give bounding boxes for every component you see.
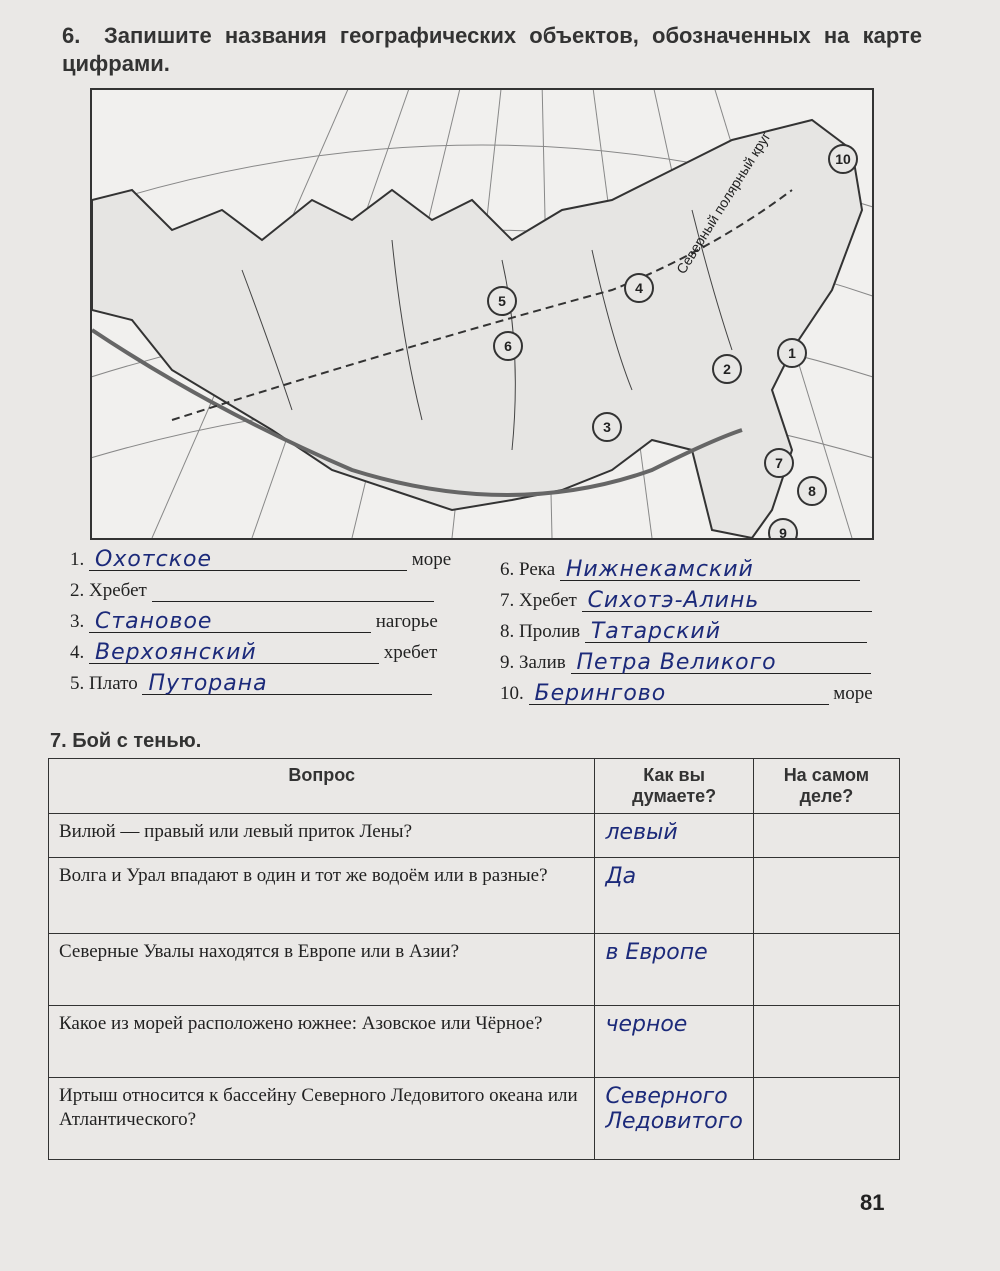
answer-number: 2. [70,580,85,601]
table-row [49,1078,900,1160]
answer-number: 9. [500,652,515,673]
guess-cell[interactable]: левый [595,814,753,858]
answer-prefix: Хребет [519,590,577,611]
answer-suffix: море [411,549,452,570]
answer-number: 5. [70,673,85,694]
answer-row-2 [70,579,434,602]
answer-field-1[interactable] [89,548,407,571]
answer-number: 10. [500,683,524,704]
map-marker-10: 10 [828,144,858,174]
handwritten-answer: Сихотэ-Алинь [587,588,760,613]
handwritten-answer: Берингово [534,681,667,706]
russia-map [90,88,874,540]
header-question: Вопрос [49,759,595,814]
actual-cell[interactable] [753,858,899,934]
questions-table [48,758,900,1160]
question-cell: Иртыш относится к бассейну Северного Ледовитого океана или Атлантического? [49,1078,595,1160]
table-row [49,934,900,1006]
handwritten-answer: Верхоянский [95,640,257,665]
guess-cell[interactable]: в Европе [595,934,753,1006]
guess-cell[interactable]: Северного Ледовитого [595,1078,753,1160]
actual-cell[interactable] [753,1006,899,1078]
answer-prefix: Плато [89,673,138,694]
handwritten-answer: Путорана [148,671,268,696]
task7-title: Бой с тенью. [72,730,202,752]
handwritten-answer: Становое [95,609,213,634]
answer-suffix: хребет [383,642,438,663]
handwritten-answer: Петра Великого [576,650,777,675]
table-row [49,858,900,934]
map-marker-3: 3 [592,412,622,442]
answer-row-4 [70,641,437,664]
map-marker-9: 9 [768,518,798,540]
answer-prefix: Река [519,559,556,580]
answer-number: 4. [70,642,85,663]
actual-cell[interactable] [753,814,899,858]
handwritten-answer: Нижнекамский [565,557,754,582]
answer-row-5 [70,672,432,695]
answer-field-3[interactable] [89,610,371,633]
map-marker-1: 1 [777,338,807,368]
question-cell: Северные Увалы находятся в Европе или в Азии? [49,934,595,1006]
page-number: 81 [860,1190,885,1215]
map-marker-4: 4 [624,273,654,303]
answer-field-8[interactable] [585,620,867,643]
task7-heading [50,730,201,753]
table-header-row [49,759,900,814]
handwritten-answer: Татарский [590,619,722,644]
task6-number: 6. [62,23,81,48]
actual-cell[interactable] [753,1078,899,1160]
answer-field-6[interactable] [560,558,860,581]
answer-prefix: Залив [519,652,566,673]
table-row [49,814,900,858]
arctic-circle-label: Северный полярный круг [672,128,774,277]
answer-row-9 [500,651,871,674]
answer-row-7 [500,589,872,612]
answer-field-4[interactable] [89,641,379,664]
map-marker-8: 8 [797,476,827,506]
answer-field-7[interactable] [582,589,872,612]
answer-row-10 [500,682,873,705]
table-row [49,1006,900,1078]
map-marker-2: 2 [712,354,742,384]
map-marker-5: 5 [487,286,517,316]
answer-suffix: море [833,683,873,704]
answer-row-1 [70,548,451,571]
answer-field-9[interactable] [571,651,871,674]
header-guess: Как вы думаете? [595,759,753,814]
answer-row-3 [70,610,438,633]
answer-suffix: нагорье [375,611,438,632]
map-marker-6: 6 [493,331,523,361]
answer-number: 6. [500,559,515,580]
map-drawing [92,90,872,538]
task6-title: Запишите названия географических объектов, обозначенных на карте цифрами. [62,23,922,76]
guess-cell[interactable]: черное [595,1006,753,1078]
answer-field-5[interactable] [142,672,432,695]
map-marker-7: 7 [764,448,794,478]
answer-number: 7. [500,590,515,611]
answer-field-2[interactable] [152,579,434,602]
header-actual: На самом деле? [753,759,899,814]
answer-number: 3. [70,611,85,632]
question-cell: Какое из морей расположено южнее: Азовское или Чёрное? [49,1006,595,1078]
answer-row-6 [500,558,860,581]
answer-number: 1. [70,549,85,570]
answer-field-10[interactable] [529,682,829,705]
task6-heading [62,22,922,78]
answer-number: 8. [500,621,515,642]
actual-cell[interactable] [753,934,899,1006]
answer-row-8 [500,620,867,643]
question-cell: Волга и Урал впадают в один и тот же водоём или в разные? [49,858,595,934]
guess-cell[interactable]: Да [595,858,753,934]
task7-number: 7. [50,730,67,752]
answer-prefix: Хребет [89,580,147,601]
answer-prefix: Пролив [519,621,581,642]
question-cell: Вилюй — правый или левый приток Лены? [49,814,595,858]
handwritten-answer: Охотское [95,547,212,572]
